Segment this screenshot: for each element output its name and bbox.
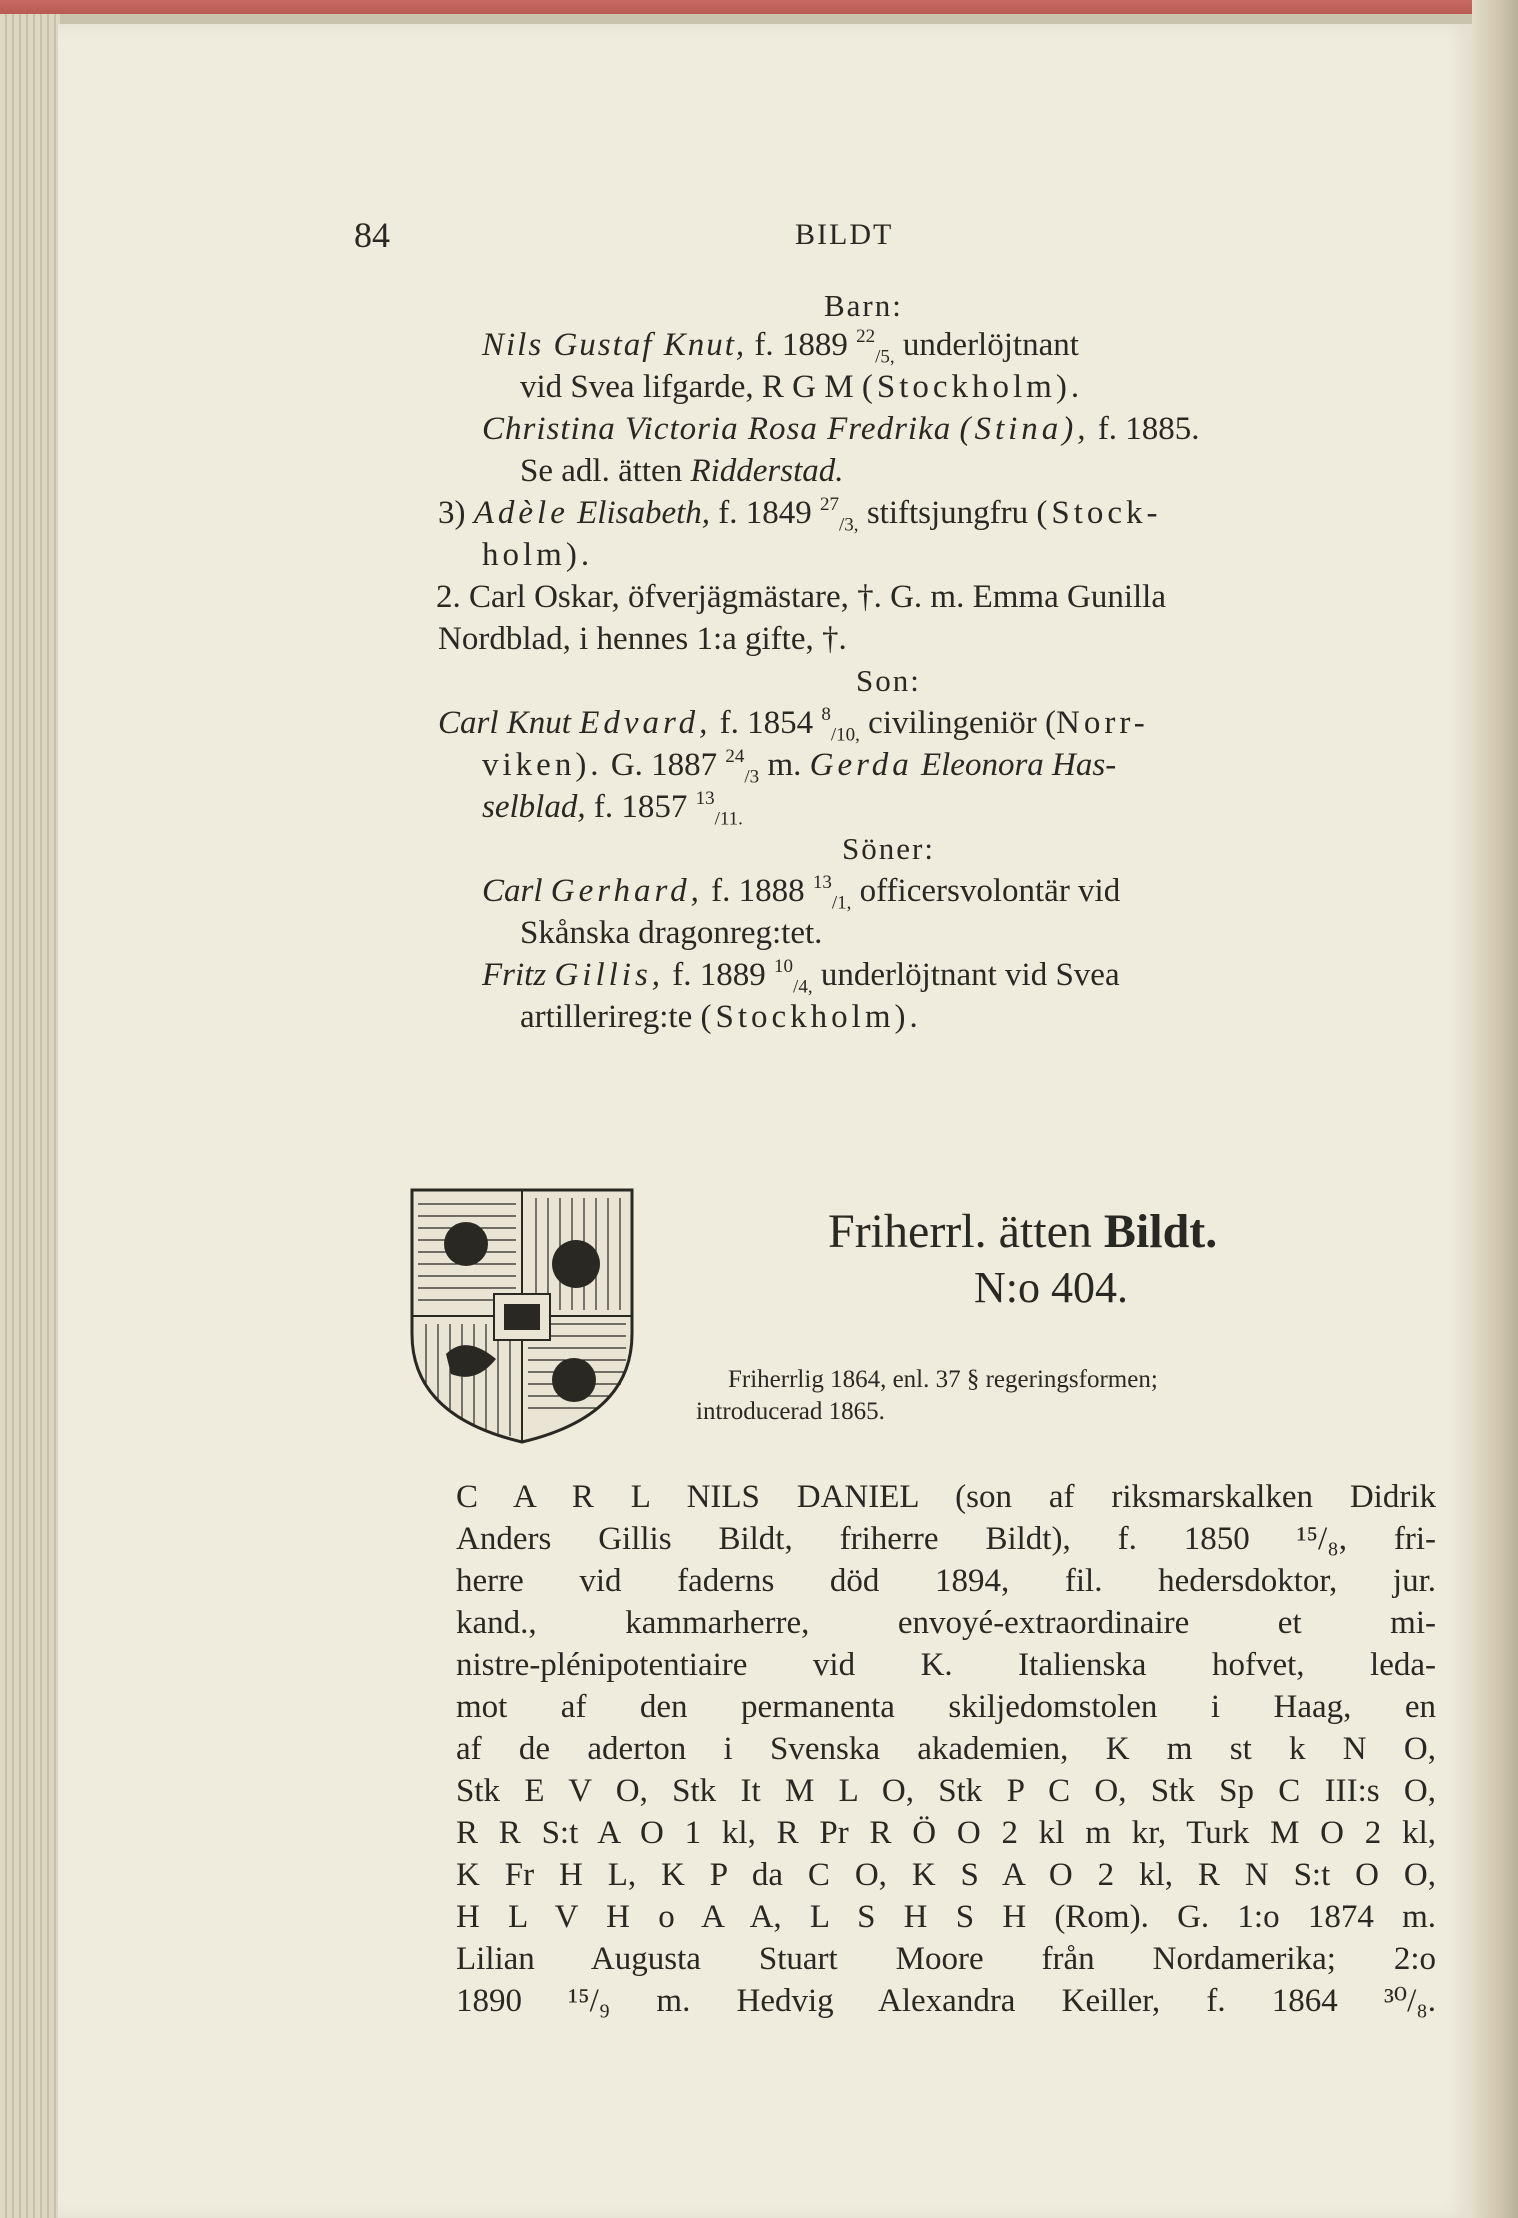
- entry-gerhard: [482, 872, 1121, 914]
- christina-see: Se adl. ätten: [520, 453, 683, 489]
- entry-line: Stk E V O, Stk It M L O, Stk P C O, Stk Sp C III:s O,: [456, 1773, 1436, 1809]
- fritz-day: 10: [774, 956, 794, 977]
- gerda-day: 13: [695, 788, 715, 809]
- carl-knut-marriage: G. 1887: [610, 747, 718, 783]
- entry-fritz-2: [520, 999, 922, 1036]
- nils-date-month: /5,: [875, 346, 895, 368]
- adele-title: stiftsjungfru: [866, 495, 1029, 531]
- entry-adele: [438, 494, 1162, 536]
- gerda-born: f. 1857: [593, 789, 688, 825]
- carl-knut-day: 8: [821, 704, 831, 725]
- fritz-name-2: Gillis,: [554, 957, 665, 993]
- entry-fritz: [482, 956, 1120, 998]
- book-top-edge: [0, 0, 1518, 14]
- book-spine: [1472, 0, 1518, 2218]
- entry-carl-oskar-2: Nordblad, i hennes 1:a gifte, †.: [438, 621, 847, 657]
- entry-line: K Fr H L, K P da C O, K S A O 2 kl, R N S:t O O,: [456, 1857, 1436, 1893]
- family-heading-name: Bildt.: [1103, 1205, 1218, 1258]
- gerhard-title: officersvolontär vid: [859, 873, 1121, 909]
- entry-carl-oskar: 2. Carl Oskar, öfverjägmästare, †. G. m. Emma Gunilla: [436, 579, 1166, 615]
- family-heading-prefix: Friherrl. ätten: [828, 1205, 1092, 1258]
- gerhard-name: Carl: [482, 873, 543, 909]
- adele-month: /3,: [839, 514, 859, 536]
- adele-number: 3): [438, 495, 466, 531]
- carl-knut-month: /10,: [830, 724, 860, 746]
- entry-line: herre vid faderns död 1894, fil. hedersdoktor, jur.: [456, 1563, 1436, 1599]
- gerda-name: Gerda: [809, 747, 913, 783]
- carl-knut-m: m.: [767, 747, 802, 783]
- gerda-month: /11.: [714, 808, 743, 830]
- gerhard-day: 13: [812, 872, 832, 893]
- carl-knut-marriage-month: /3: [744, 766, 760, 788]
- adele-place-2: holm).: [482, 537, 594, 573]
- entry-line: Anders Gillis Bildt, friherre Bildt), f. 1850 ¹⁵/₈, fri-: [456, 1521, 1436, 1557]
- adele-name-2: Elisabeth,: [577, 495, 711, 531]
- adele-place-1: (Stock-: [1036, 495, 1162, 531]
- carl-knut-place-2: viken).: [482, 747, 603, 783]
- running-title: BILDT: [795, 218, 894, 251]
- family-note-1: Friherrlig 1864, enl. 37 § regeringsformen;: [728, 1366, 1158, 1393]
- gerhard-regiment: Skånska dragonreg:tet.: [520, 915, 823, 951]
- entry-line: af de aderton i Svenska akademien, K m st k N O,: [456, 1731, 1436, 1767]
- entry-carl-knut-2: [482, 746, 1117, 788]
- nils-title: underlöjtnant: [902, 327, 1079, 363]
- gerhard-born: f. 1888: [711, 873, 805, 909]
- carl-knut-place-1: Norr-: [1056, 705, 1149, 741]
- page-stack-edge: [0, 14, 60, 2218]
- christina-born: f. 1885.: [1097, 411, 1200, 447]
- entry-line: H L V H o A A, L S H S H (Rom). G. 1:o 1874 m.: [456, 1899, 1436, 1935]
- christina-see-name: Ridderstad.: [690, 453, 844, 489]
- adele-name: Adèle: [473, 495, 569, 531]
- page-number: 84: [354, 215, 390, 255]
- gerda-name-3: selblad,: [482, 789, 586, 825]
- carl-knut-title: civilingeniör (: [868, 705, 1057, 741]
- son-heading: Son:: [856, 663, 921, 698]
- entry-nils: [482, 326, 1079, 368]
- book-page: [58, 24, 1472, 2218]
- entry-gerda: [482, 788, 743, 830]
- entry-line: 1890 ¹⁵/₉ m. Hedvig Alexandra Keiller, f. 1864 ³⁰/₈.: [456, 1983, 1436, 2019]
- nils-date-day: 22: [856, 326, 876, 347]
- sons-heading: Söner:: [842, 831, 935, 866]
- entry-christina-2: [520, 453, 844, 490]
- carl-knut-name: Carl Knut: [438, 705, 571, 741]
- fritz-month: /4,: [793, 976, 813, 998]
- coat-of-arms-icon: [406, 1184, 638, 1446]
- entry-line: R R S:t A O 1 kl, R Pr R Ö O 2 kl m kr, Turk M O 2 kl,: [456, 1815, 1436, 1851]
- entry-christina: [482, 411, 1200, 448]
- adele-day: 27: [820, 494, 840, 515]
- gerhard-month: /1,: [831, 892, 852, 914]
- entry-line: nistre-plénipotentiaire vid K. Italienska hofvet, leda-: [456, 1647, 1436, 1683]
- entry-nils-2: [520, 369, 1083, 406]
- nils-name: Nils Gustaf Knut,: [482, 327, 747, 363]
- nils-regiment: vid Svea lifgarde, R G M: [520, 369, 854, 405]
- christina-name: Christina Victoria Rosa Fredrika: [482, 411, 952, 447]
- fritz-title: underlöjtnant vid Svea: [820, 957, 1120, 993]
- fritz-name: Fritz: [482, 957, 547, 993]
- entry-line: C A R L NILS DANIEL (son af riksmarskalken Didrik: [456, 1479, 1436, 1515]
- entry-line: mot af den permanenta skiljedomstolen i Haag, en: [456, 1689, 1436, 1725]
- entry-carl-knut: [438, 704, 1149, 746]
- carl-knut-name-2: Edvard,: [579, 705, 712, 741]
- nils-place: (Stockholm).: [861, 369, 1084, 405]
- entry-line: kand., kammarherre, envoyé-extraordinaire et mi-: [456, 1605, 1436, 1641]
- fritz-place: (Stockholm).: [700, 999, 922, 1035]
- children-heading: Barn:: [824, 288, 903, 323]
- carl-nils-daniel-entry: [456, 1476, 1436, 2022]
- fritz-born: f. 1889: [672, 957, 766, 993]
- carl-knut-born: f. 1854: [719, 705, 814, 741]
- gerda-name-2: Eleonora Has-: [920, 747, 1117, 783]
- fritz-regiment: artillerireg:te: [520, 999, 693, 1035]
- entry-line: Lilian Augusta Stuart Moore från Nordamerika; 2:o: [456, 1941, 1436, 1977]
- adele-born: f. 1849: [718, 495, 812, 531]
- family-number: N:o 404.: [974, 1263, 1128, 1312]
- carl-knut-marriage-day: 24: [725, 746, 745, 767]
- gerhard-name-2: Gerhard,: [550, 873, 703, 909]
- nils-born: f. 1889: [754, 327, 848, 363]
- family-note-2: introducerad 1865.: [696, 1398, 885, 1425]
- christina-nickname: (Stina),: [959, 411, 1090, 447]
- family-heading: [828, 1204, 1217, 1259]
